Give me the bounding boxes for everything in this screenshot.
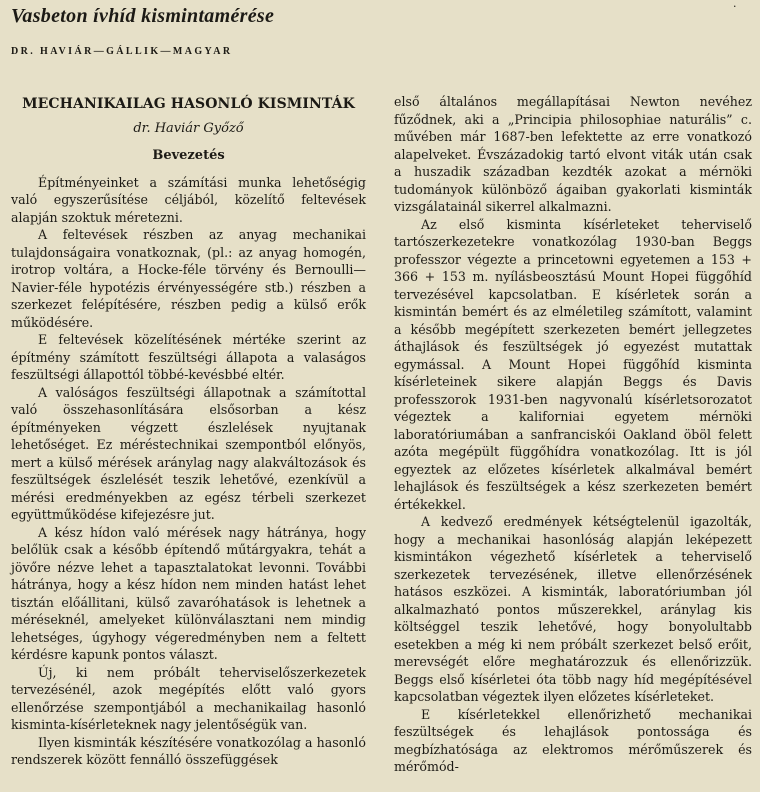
paragraph: Ilyen kisminták készítésére vonatkozólag a hasonló rendszerek között fennálló összefüggések (11, 734, 366, 767)
paragraph: első általános megállapításai Newton nevéhez fűződnek, aki a „Principia philosophiae naturális” c. művében már 1687-ben lefektette az erre vonatkozó alapelveket. Évszázadokig tartó elvont viták után csak a huszadik században kezdték azokat a mérnöki tudományok különböző ágaiban gyakorlati kisminták vizsgálatainál sikerrel alkalmazni. (394, 94, 752, 214)
corner-mark: · (733, 0, 737, 13)
authors-header: DR. HAVIÁR—GÁLLIK—MAGYAR (11, 46, 233, 57)
paragraph: A valóságos feszültségi állapotnak a számítottal való összehasonlítására elsősorban a kész építményeken végzett észlelések nyujtanak lehetőséget. Ez méréstechnikai szempontból előnyös, mert a külső mérések aránylag nagy alakváltozások és feszültségek észlelését teszik lehetővé, ezenkívül a mérési eredményekben az egész térbeli szerkezet együttműködése kifejezésre jut. (11, 384, 366, 522)
paragraph: E kísérletekkel ellenőrizhető mechanikai feszültségek és lehajlások pontossága és megbízhatósága az elektromos mérőműszerek és mérőmód- (394, 706, 752, 774)
left-column (11, 92, 366, 769)
article-author: dr. Haviár Győző (133, 120, 244, 136)
right-column (394, 93, 752, 776)
paragraph: A kész hídon való mérések nagy hátránya, hogy belőlük csak a később építendő műtárgyakra, tehát a jövőre nézve lehet a tapasztalatokat levonni. További hátránya, hogy a kész hídon nem minden hatást lehet tisztán előállitani, külső zavaróhatások is lehetnek a méréseknél, amelyeket különválasztani nem mindig lehetséges, úgyhogy végeredményben nem a feltett kérdésre kapunk pontos választ. (11, 524, 366, 662)
running-title: Vasbeton ívhíd kismintamérése (11, 5, 275, 27)
article-title: MECHANIKAILAG HASONLÓ KISMINTÁK (22, 96, 355, 112)
paragraph: Építményeinket a számítási munka lehetőségig való egyszerűsítése céljából, közelítő feltevések alapján szoktuk méretezni. (11, 174, 366, 225)
paragraph: E feltevések közelítésének mértéke szerint az építmény számított feszültségi állapota a valaságos feszültségi állapottól többé-kevésbbé eltér. (11, 332, 366, 382)
paragraph: Új, ki nem próbált teherviselőszerkezetek tervezésénél, azok megépítés előtt való gyors ellenőrzése szempontjából a mechanikailag hasonló kisminta-kísérleteknek nagy jelentőségük van. (11, 664, 366, 732)
section-heading: Bevezetés (152, 148, 225, 163)
paragraph: Az első kisminta kísérleteket teherviselő tartószerkezetekre vonatkozólag 1930-ban Beggs professzor végezte a princetowni egyetemen a 153 + 366 + 153 m. nyílásbeosztású Mount Hopei függőhíd tervezésével kapcsolatban. E kísérletek során a kismintán bemért és az elméletileg számított, valamint a később megépített szerkezeten bemért jellegzetes áthajlások és feszültségek jó egyezést mutattak egymással. A Mount Hopei függőhíd kisminta kísérleteinek sikere alapján Beggs és Davis professzorok 1931-ben nagyvonalú kísérletsorozatot végeztek a kaliforniai egyetem mérnöki laboratóriumában a sanfranciskói Oakland öböl felett azóta megépült függőhídra vonatkozólag. Itt is jól egyeztek az előzetes kísérletek alkalmával bemért lehajlások és feszültségek a kész szerkezeten bemért értékekkel. (394, 216, 752, 512)
paragraph: A feltevések részben az anyag mechanikai tulajdonságaira vonatkoznak, (pl.: az anyag homogén, irotrop voltára, a Hocke-féle törvény és Bernoulli—Navier-féle hypotézis érvényességére stb.) részben a szerkezet felépítésére, részben pedig a külső erők működésére. (11, 227, 366, 330)
paragraph: A kedvező eredmények kétségtelenül igazolták, hogy a mechanikai hasonlóság alapján leképezett kismintákon végezhető kísérletek a teherviselő szerkezetek tervezésének, illetve ellenőrzésének hatásos eszközei. A kisminták, laboratóriumban jól alkalmazható pontos műszerekkel, aránylag kis költséggel teszik lehetővé, hogy bonyolultabb esetekben a még ki nem próbált szerkezet belső erőit, merevségét előre meghatározzuk és ellenőrizzük. Beggs első kísérletei óta több nagy híd megépítésével kapcsolatban végeztek ilyen előzetes kísérleteket. (394, 514, 752, 704)
